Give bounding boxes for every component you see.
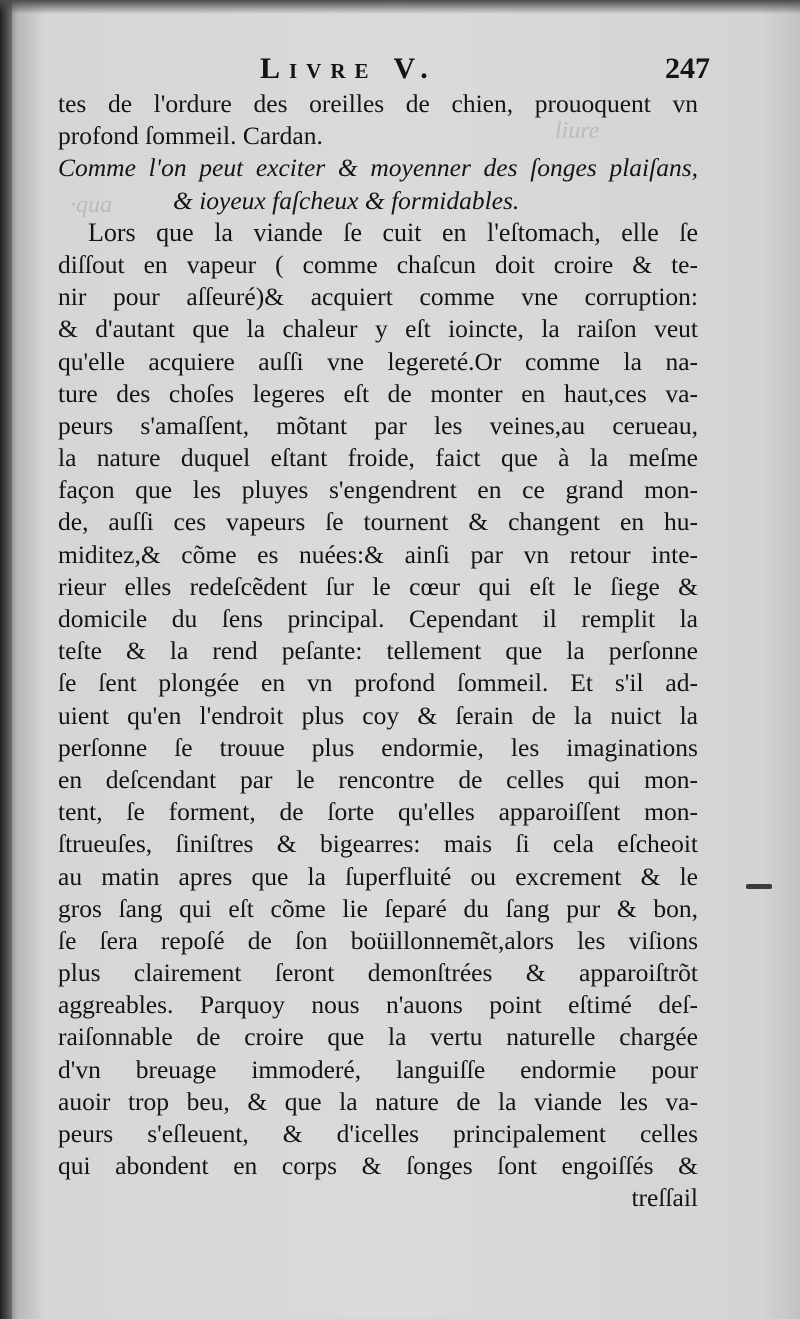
- text-line: raiſonnable de croire que la vertu naturelle chargée: [58, 1022, 698, 1052]
- body-text: [58, 88, 698, 1215]
- text-line: & d'autant que la chaleur y eſt ioincte, la raiſon veut: [58, 314, 698, 344]
- show-through-text: ·qua: [70, 192, 112, 218]
- text-line: peurs s'eſleuent, & d'icelles principalement celles: [58, 1119, 698, 1148]
- text-line: domicile du ſens principal. Cependant il remplit la: [58, 604, 698, 633]
- running-head: Livre V.: [260, 52, 437, 85]
- text-line: façon que les pluyes s'engendrent en ce grand mon-: [58, 475, 698, 505]
- text-line: qu'elle acquiere auſſi vne legereté.Or comme la na-: [58, 346, 698, 376]
- text-line: rieur elles redeſcẽdent ſur le cœur qui eſt le ſiege &: [58, 571, 698, 601]
- text-line: de, auſſi ces vapeurs ſe tournent & changent en hu-: [58, 507, 698, 537]
- text-line: profond ſommeil. Cardan.: [58, 121, 323, 151]
- text-line: aggreables. Parquoy nous n'auons point eſtimé deſ-: [58, 990, 698, 1020]
- text-line: ſe ſent plongée en vn profond ſommeil. Et s'il ad-: [58, 668, 698, 698]
- text-line: au matin apres que la ſuperfluité ou excrement & le: [58, 861, 698, 891]
- text-line: ture des choſes legeres eſt de monter en haut,ces va-: [58, 378, 698, 408]
- text-line: miditez,& cõme es nuées:& ainſi par vn retour inte-: [58, 539, 698, 569]
- text-line: auoir trop beu, & que la nature de la viande les va-: [58, 1086, 698, 1116]
- text-line: peurs s'amaſſent, mõtant par les veines,au cerueau,: [58, 410, 698, 440]
- text-line: Lors que la viande ſe cuit en l'eſtomach, elle ſe: [88, 217, 698, 247]
- page-number: 247: [665, 52, 710, 85]
- text-line: en deſcendant par le rencontre de celles qui mon-: [58, 764, 698, 794]
- show-through-text: liure: [555, 118, 600, 144]
- text-line: d'vn breuage immoderé, languiſſe endormie pour: [58, 1054, 698, 1084]
- text-line: tes de l'ordure des oreilles de chien, prouoquent vn: [58, 89, 698, 118]
- text-line: uient qu'en l'endroit plus coy & ſerain de la nuict la: [58, 700, 698, 730]
- text-line: la nature duquel eſtant froide, faict que à la meſme: [58, 443, 698, 473]
- text-line: perſonne ſe trouue plus endormie, les imaginations: [58, 732, 698, 762]
- page-header: [60, 52, 710, 92]
- text-line: ſe ſera repoſé de ſon boüillonnemẽt,alors les viſions: [58, 925, 698, 955]
- section-heading: Comme l'on peut exciter & moyenner des ſonges plaiſans,: [58, 153, 698, 183]
- text-line: qui abondent en corps & ſonges ſont engoiſſés &: [58, 1151, 698, 1181]
- text-line: plus clairement ſeront demonſtrées & apparoiſtrõt: [58, 958, 698, 988]
- text-line: tent, ſe forment, de ſorte qu'elles apparoiſſent mon-: [58, 797, 698, 827]
- ink-speck: [746, 884, 772, 889]
- text-line: ſtrueuſes, ſiniſtres & bigearres: mais ſi cela eſcheoit: [58, 829, 698, 859]
- text-line: diſſout en vapeur ( comme chaſcun doit croire & te-: [58, 249, 698, 279]
- text-line: nir pour aſſeuré)& acquiert comme vne corruption:: [58, 282, 698, 312]
- text-line: teſte & la rend peſante: tellement que la perſonne: [58, 636, 698, 666]
- catchword: treſſail: [631, 1183, 698, 1213]
- text-line: gros ſang qui eſt cõme lie ſeparé du ſang pur & bon,: [58, 893, 698, 923]
- section-heading: & ioyeux faſcheux & formidables.: [173, 185, 520, 215]
